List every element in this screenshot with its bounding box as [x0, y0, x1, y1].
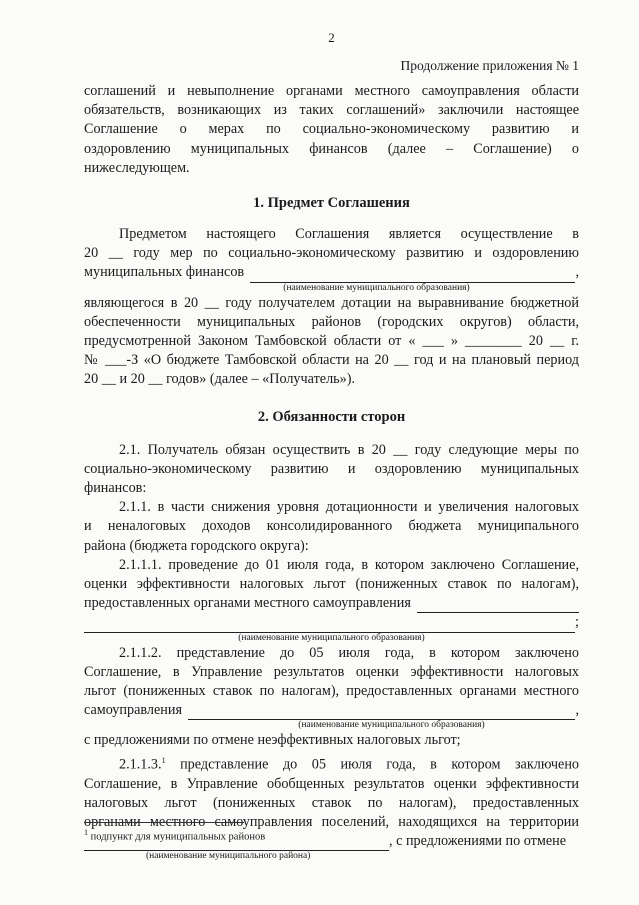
text-fragment: представление до 05 июля года, в котором заключено	[180, 756, 579, 773]
section-2-title: 2. Обязанности сторон	[257, 408, 406, 425]
paragraph-2-1-1-2	[84, 644, 579, 751]
footnote	[84, 828, 265, 843]
text-line: Соглашение, в Управление результатов оценки эффективности налоговых	[84, 663, 579, 680]
fill-in-line	[188, 705, 575, 720]
fill-in-line	[84, 618, 575, 633]
text-line: обеспеченности муниципальных районов (городских округов) области,	[84, 313, 579, 330]
footnote-mark: 1	[84, 828, 88, 837]
paragraph-2-1-1-1	[84, 556, 579, 644]
paragraph-2-1	[84, 441, 579, 499]
text-line: финансов:	[84, 480, 147, 497]
clause-number: 2.1.1.3.	[119, 756, 162, 773]
page-number: 2	[328, 30, 335, 45]
text-line: Предметом настоящего Соглашения является осуществление в	[119, 226, 579, 243]
continuation-label: Продолжение приложения № 1	[400, 58, 579, 73]
paragraph-2-1-1	[84, 498, 579, 556]
text-line: 20 __ году мер по социально-экономическому развитию и оздоровлению	[84, 245, 579, 262]
text-line: № ___-З «О бюджете Тамбовской области на 20 __ год и на плановый период	[84, 352, 579, 369]
text-fragment: , с предложениями по отмене	[389, 833, 567, 850]
text-line: 20 __ и 20 __ годов» (далее – «Получатель»).	[84, 371, 356, 388]
footnote-text: подпункт для муниципальных районов	[90, 831, 266, 843]
text-line: обязательств, возникающих из таких соглашений» заключили настоящее	[84, 102, 579, 119]
mo-name-line	[84, 594, 579, 613]
text-line: льгот (пониженных ставок по налогам), предоставленных органами местного	[84, 683, 579, 700]
field-caption: (наименование муниципального образования)	[283, 282, 470, 293]
intro-paragraph	[84, 82, 579, 178]
footnote-ref: 1	[161, 755, 166, 765]
text-line: являющегося в 20 __ году получателем дотации на выравнивание бюджетной	[84, 294, 579, 311]
text-line: 2.1.1.2. представление до 05 июля года, в котором заключено	[119, 644, 579, 661]
text-line: органами местного самоуправления поселений, находящихся на территории	[84, 814, 579, 831]
mo-name-line	[84, 263, 579, 282]
text-line	[84, 751, 579, 775]
text-line: 2.1.1.1. проведение до 01 июля года, в котором заключено Соглашение,	[119, 556, 579, 573]
mo-name-line	[84, 701, 579, 720]
text-line: социально-экономическому развитию и оздоровлению муниципальных	[84, 460, 579, 477]
text-fragment: ,	[575, 264, 579, 281]
text-line: района (бюджета городского округа):	[84, 537, 309, 554]
text-line: и неналоговых доходов консолидированного бюджета муниципального	[84, 518, 579, 535]
footnote-rule	[84, 822, 244, 823]
text-fragment: ;	[575, 614, 579, 631]
text-fragment: предоставленных органами местного самоуправления	[84, 595, 411, 612]
field-caption: (наименование муниципального района)	[146, 851, 311, 862]
document-page	[84, 0, 579, 905]
section-1-title: 1. Предмет Соглашения	[253, 195, 410, 212]
text-line: соглашений и невыполнение органами местного самоуправления области	[84, 83, 579, 99]
text-line: оздоровлению муниципальных финансов (далее – Соглашение) о	[84, 140, 579, 157]
text-line: Соглашение о мерах по социально-экономическому развитию и	[84, 121, 579, 138]
paragraph-2-1-1-3	[84, 751, 579, 863]
text-line: Соглашение, в Управление обобщенных результатов оценки эффективности	[84, 775, 579, 792]
field-caption: (наименование муниципального образования)	[238, 632, 425, 643]
mo-name-line-cont	[84, 613, 579, 632]
fill-in-line	[417, 598, 579, 613]
text-line: налоговых льгот (пониженных ставок по налогам), предоставленных	[84, 794, 579, 811]
text-line: 2.1. Получатель обязан осуществить в 20 __ году следующие меры по	[119, 441, 579, 458]
text-line: с предложениями по отмене неэффективных налоговых льгот;	[84, 732, 461, 749]
text-fragment: самоуправления	[84, 702, 182, 719]
text-line: нижеследующем.	[84, 159, 190, 176]
fill-in-line	[250, 268, 575, 283]
text-line: предусмотренной Законом Тамбовской области от « ___ » ________ 20 __ г.	[84, 333, 579, 350]
text-fragment: ,	[575, 702, 579, 719]
text-line: 2.1.1. в части снижения уровня дотационности и увеличения налоговых	[119, 499, 579, 516]
text-line: оценки эффективности налоговых льгот (пониженных ставок по налогам),	[84, 576, 579, 593]
field-caption: (наименование муниципального образования)	[298, 720, 485, 731]
text-fragment: муниципальных финансов	[84, 264, 245, 281]
document-body	[84, 82, 579, 862]
